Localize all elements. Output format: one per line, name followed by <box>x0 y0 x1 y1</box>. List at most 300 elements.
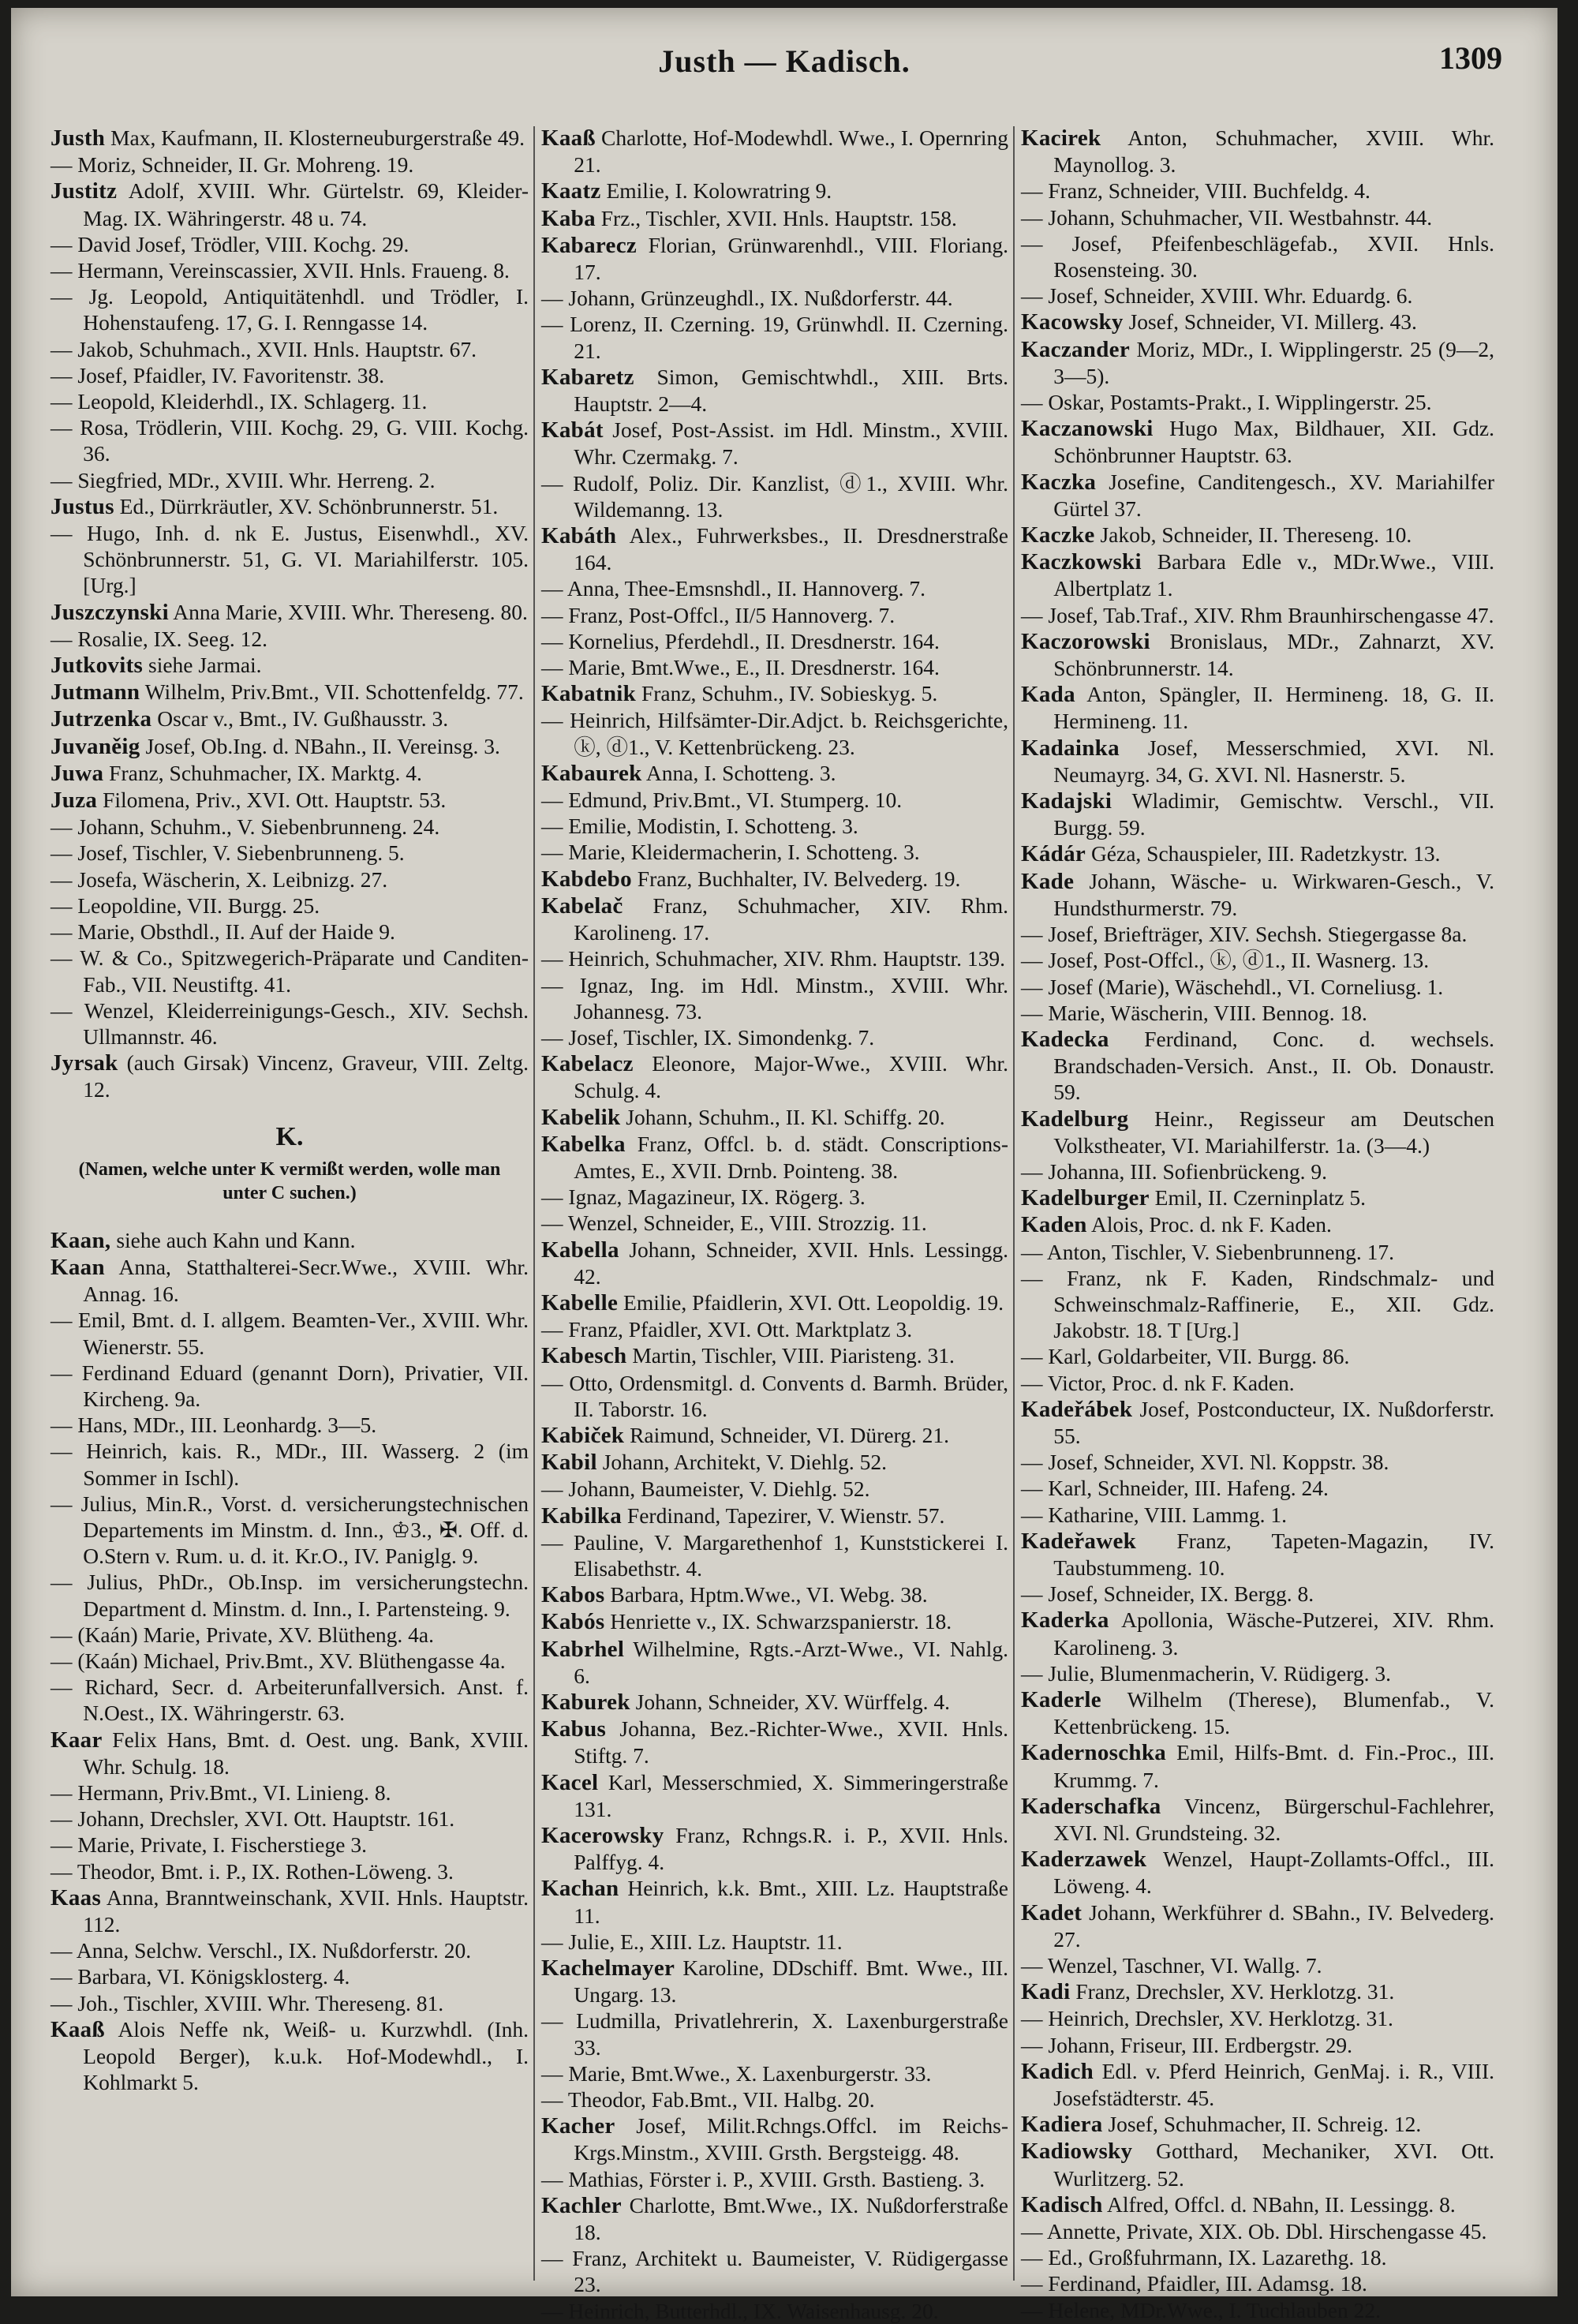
entry-surname: Kaczkowski <box>1021 549 1142 575</box>
directory-entry <box>50 1727 529 1779</box>
entry-surname: Kadecka <box>1021 1026 1109 1052</box>
directory-entry <box>1021 1581 1494 1607</box>
directory-entry <box>541 1529 1008 1581</box>
entry-details: — Leopoldine, VII. Burgg. 25. <box>50 893 320 918</box>
entry-details: — Ferdinand Eduard (genannt Dorn), Privatier, VII. Kircheng. 9a. <box>50 1360 529 1411</box>
entry-details: Moriz, MDr., I. Wipplingerstr. 25 (9—2, 3—5). <box>1053 336 1494 388</box>
entry-surname: Kabella <box>541 1237 619 1263</box>
directory-entry <box>50 733 529 760</box>
directory-entry <box>541 839 1008 865</box>
directory-entry <box>1021 868 1494 921</box>
entry-details: Anna, I. Schotteng. 3. <box>645 760 836 785</box>
directory-entry <box>1021 283 1494 309</box>
entry-details: Franz, Buchhalter, IV. Belvederg. 19. <box>637 866 961 891</box>
entry-details: Ed., Dürrkräutler, XV. Schönbrunnerstr. 51. <box>119 493 499 518</box>
entry-details: — Julius, PhDr., Ob.Insp. im versicherungstechn. Department d. Minstm. d. Inn., I. Partensteing. 9. <box>50 1570 529 1621</box>
directory-page <box>11 8 1557 2323</box>
entry-surname: Kabelle <box>541 1289 619 1315</box>
directory-entry <box>541 813 1008 839</box>
directory-entry <box>1021 1211 1494 1238</box>
entry-details: — Kornelius, Pferdehdl., II. Dresdnerstr. 164. <box>541 628 940 653</box>
entry-details: Johanna, Bez.-Richter-Wwe., XVII. Hnls. Stiftg. 7. <box>574 1716 1008 1768</box>
entry-details: Emil, II. Czerninplatz 5. <box>1154 1185 1366 1211</box>
entry-surname: Kaderka <box>1021 1607 1109 1634</box>
entry-surname: Jyrsak <box>50 1050 118 1076</box>
entry-surname: Kadi <box>1021 1979 1071 2005</box>
entry-surname: Kaaß <box>541 125 596 151</box>
directory-entry <box>1021 735 1494 788</box>
entry-details: — Heinrich, Drechsler, XV. Herklotzg. 31. <box>1021 2006 1393 2031</box>
entry-details: Alfred, Offcl. d. NBahn, II. Lessingg. 8. <box>1107 2191 1456 2217</box>
entry-details: — Wenzel, Taschner, VI. Wallg. 7. <box>1021 1953 1322 1978</box>
entry-details: Adolf, XVIII. Whr. Gürtelstr. 69, Kleider-Mag. IX. Währingerstr. 48 u. 74. <box>83 178 529 230</box>
entry-details: — Wenzel, Schneider, E., VIII. Strozzig. 11. <box>541 1211 927 1236</box>
entry-details: — Anna, Selchw. Verschl., IX. Nußdorferstr. 20. <box>50 1938 472 1963</box>
entry-details: — Franz, nk F. Kaden, Rindschmalz- und Schweinschmalz-Raffinerie, E., XII. Gdz. Jakobstr. 18. T [Urg.] <box>1021 1265 1494 1343</box>
entry-surname: Kadeřábek <box>1021 1396 1133 1422</box>
directory-entry <box>541 1716 1008 1768</box>
entry-details: Barbara Edle v., MDr.Wwe., VIII. Albertplatz 1. <box>1053 549 1495 601</box>
directory-entry <box>541 125 1008 178</box>
entry-details: — Johanna, III. Sofienbrückeng. 9. <box>1021 1158 1327 1184</box>
directory-entry <box>1021 415 1494 468</box>
directory-entry <box>541 1024 1008 1050</box>
entry-surname: Kabáth <box>541 523 617 549</box>
entry-surname: Kabatnik <box>541 681 637 707</box>
directory-entry <box>1021 469 1494 522</box>
entry-details: Géza, Schauspieler, III. Radetzkystr. 13. <box>1090 841 1441 866</box>
entry-surname: Kaas <box>50 1884 102 1910</box>
entry-details: Emil, Hilfs-Bmt. d. Fin.-Proc., III. Krummg. 7. <box>1053 1740 1494 1792</box>
directory-entry <box>50 1227 529 1254</box>
entry-surname: Kadelburg <box>1021 1106 1129 1132</box>
entry-surname: Justh <box>50 125 106 151</box>
directory-entry <box>541 654 1008 680</box>
directory-entry <box>1021 1660 1494 1686</box>
entry-details: — Julie, Blumenmacherin, V. Rüdigerg. 3. <box>1021 1660 1391 1686</box>
entry-details: — Richard, Secr. d. Arbeiterunfallversich. Anst. f. N.Oest., IX. Währingerstr. 63. <box>50 1675 529 1726</box>
directory-entry <box>541 707 1008 759</box>
directory-entry <box>541 364 1008 417</box>
directory-entry <box>50 520 529 599</box>
directory-entry <box>541 1370 1008 1422</box>
directory-entry <box>541 1289 1008 1316</box>
entry-details: Hugo Max, Bildhauer, XII. Gdz. Schönbrunner Hauptstr. 63. <box>1053 416 1494 468</box>
entry-details: Franz, Drechsler, XV. Herklotzg. 31. <box>1075 1979 1395 2004</box>
entry-details: Charlotte, Hof-Modewhdl. Wwe., I. Opernring 21. <box>574 125 1008 178</box>
entry-details: Emilie, Pfaidlerin, XVI. Ott. Leopoldig. 19. <box>623 1289 1004 1315</box>
entry-details: — Josef, Schneider, IX. Bergg. 8. <box>1021 1581 1314 1607</box>
directory-entry <box>50 1648 529 1674</box>
column-divider <box>1013 126 1015 2281</box>
entry-details: — Pauline, V. Margarethenhof 1, Kunststickerei I. Elisabethstr. 4. <box>541 1529 1008 1581</box>
directory-entry <box>541 1210 1008 1236</box>
directory-entry <box>1021 2218 1494 2244</box>
directory-entry <box>541 1608 1008 1635</box>
entry-surname: Kaczorowski <box>1021 628 1150 654</box>
directory-entry <box>50 787 529 814</box>
page-number: 1309 <box>1439 40 1502 76</box>
entry-details: Franz, Schuhm., IV. Sobieskyg. 5. <box>641 681 938 706</box>
entry-details: Anton, Schuhmacher, XVIII. Whr. Maynollog. 3. <box>1053 125 1495 178</box>
directory-entry <box>1021 1184 1494 1211</box>
entry-surname: Kacowsky <box>1021 309 1124 335</box>
directory-entry <box>50 414 529 466</box>
entry-details: Wilhelm, Priv.Bmt., VII. Schottenfeldg. 77. <box>144 679 524 705</box>
directory-entry <box>541 2086 1008 2113</box>
directory-entry <box>1021 2138 1494 2191</box>
entry-details: Franz, Rchngs.R. i. P., XVII. Hnls. Palffyg. 4. <box>574 1823 1008 1875</box>
directory-entry <box>1021 1343 1494 1369</box>
entry-details: — (Kaán) Michael, Priv.Bmt., XV. Blüthengasse 4a. <box>50 1648 506 1673</box>
entry-details: Oscar v., Bmt., IV. Gußhausstr. 3. <box>157 706 449 732</box>
entry-details: Johann, Schuhm., II. Kl. Schiffg. 20. <box>626 1104 945 1129</box>
entry-details: — Rosa, Trödlerin, VIII. Kochg. 29, G. VIII. Kochg. 36. <box>50 415 529 466</box>
directory-entry <box>541 972 1008 1024</box>
directory-entry <box>1021 389 1494 415</box>
entry-details: Raimund, Schneider, VI. Dürerg. 21. <box>630 1422 950 1447</box>
directory-entry <box>50 1779 529 1806</box>
directory-entry <box>50 814 529 840</box>
entry-surname: Kaaß <box>50 2016 105 2042</box>
entry-details: Johann, Wäsche- u. Wirkwaren-Gesch., V. Hundsthurmerstr. 79. <box>1053 868 1494 920</box>
entry-details: — Johann, Grünzeughdl., IX. Nußdorferstr. 44. <box>541 286 953 311</box>
entry-details: Simon, Gemischtwhdl., XIII. Brts. Hauptstr. 2—4. <box>574 364 1008 417</box>
entry-surname: Kadiowsky <box>1021 2139 1133 2165</box>
entry-details: — Heinrich, kais. R., MDr., III. Wasserg. 2 (im Sommer in Ischl). <box>50 1439 529 1490</box>
directory-entry <box>541 1636 1008 1689</box>
directory-entry <box>541 1449 1008 1476</box>
entry-details: Eleonore, Major-Wwe., XVIII. Whr. Schulg. 4. <box>574 1051 1009 1103</box>
entry-details: — Marie, Kleidermacherin, I. Schotteng. 3. <box>541 840 920 865</box>
directory-entry <box>1021 1952 1494 1978</box>
directory-entry <box>1021 548 1494 601</box>
entry-surname: Kacel <box>541 1769 599 1795</box>
entry-details: — Marie, Bmt.Wwe., E., II. Dresdnerstr. 164. <box>541 655 940 680</box>
directory-entry <box>1021 1370 1494 1396</box>
entry-list <box>50 1227 529 2096</box>
entry-details: Edl. v. Pferd Heinrich, GenMaj. i. R., VIII. Josefstädterstr. 45. <box>1053 2058 1494 2111</box>
entry-details: Wenzel, Haupt-Zollamts-Offcl., III. Löweng. 4. <box>1053 1847 1494 1899</box>
directory-entry <box>50 866 529 893</box>
entry-details: — Katharine, VIII. Lammg. 1. <box>1021 1502 1288 1527</box>
entry-list <box>50 125 529 1103</box>
entry-details: — Otto, Ordensmitgl. d. Convents d. Barmh. Brüder, II. Taborstr. 16. <box>541 1370 1008 1421</box>
directory-entry <box>1021 602 1494 628</box>
entry-surname: Kadernoschka <box>1021 1740 1167 1766</box>
entry-details: — Ferdinand, Pfaidler, III. Adamsg. 18. <box>1021 2271 1367 2296</box>
directory-entry <box>1021 2111 1494 2138</box>
directory-entry <box>1021 1502 1494 1528</box>
entry-details: Ferdinand, Tapezirer, V. Wienstr. 57. <box>626 1503 945 1528</box>
directory-entry <box>50 283 529 335</box>
directory-entry <box>541 1769 1008 1822</box>
directory-entry <box>50 652 529 679</box>
entry-surname: Juwa <box>50 760 104 786</box>
entry-surname: Kabus <box>541 1716 607 1742</box>
entry-details: — Edmund, Priv.Bmt., VI. Stumperg. 10. <box>541 788 903 813</box>
entry-details: — Jakob, Schuhmach., XVII. Hnls. Hauptstr. 67. <box>50 336 477 361</box>
entry-details: — Josef, Pfeifenbeschlägefab., XVII. Hnls. Rosensteing. 30. <box>1021 230 1494 283</box>
entry-surname: Kade <box>1021 868 1075 894</box>
directory-entry <box>1021 681 1494 734</box>
directory-entry <box>50 1832 529 1858</box>
entry-surname: Kabesch <box>541 1343 627 1369</box>
directory-entry <box>541 2166 1008 2192</box>
entry-surname: Kadeřawek <box>1021 1528 1137 1554</box>
directory-entry <box>50 178 529 230</box>
entry-surname: Kaczanowski <box>1021 416 1154 442</box>
directory-entry <box>541 2192 1008 2245</box>
directory-entry <box>541 2245 1008 2297</box>
entry-details: — Siegfried, MDr., XVIII. Whr. Herreng. 2. <box>50 467 436 492</box>
entry-details: Josef, Schneider, VI. Millerg. 43. <box>1128 309 1417 335</box>
directory-entry <box>50 257 529 283</box>
entry-details: — Barbara, VI. Königsklosterg. 4. <box>50 1964 350 1989</box>
entry-surname: Kabarecz <box>541 232 638 258</box>
directory-entry <box>50 919 529 945</box>
directory-entry <box>1021 125 1494 178</box>
directory-entry <box>1021 1607 1494 1660</box>
directory-entry <box>541 1503 1008 1529</box>
column-divider <box>533 126 535 2281</box>
entry-details: — Ignaz, Ing. im Hdl. Minstm., XVIII. Whr. Johannesg. 73. <box>541 972 1008 1024</box>
directory-entry <box>50 336 529 362</box>
directory-entry <box>50 945 529 997</box>
directory-entry <box>50 1412 529 1438</box>
entry-details: Bronislaus, MDr., Zahnarzt, XV. Schönbrunnerstr. 14. <box>1053 628 1495 681</box>
entry-details: — Josef, Schneider, XVIII. Whr. Eduardg. 6. <box>1021 283 1413 309</box>
entry-details: Josef, Postconducteur, IX. Nußdorferstr. 55. <box>1053 1396 1494 1448</box>
entry-details: Apollonia, Wäsche-Putzerei, XIV. Rhm. Karolineng. 3. <box>1053 1607 1494 1660</box>
entry-details: — Rosalie, IX. Seeg. 12. <box>50 626 267 651</box>
entry-surname: Justitz <box>50 178 118 204</box>
directory-entry <box>50 1360 529 1412</box>
entry-surname: Kaczka <box>1021 469 1097 495</box>
directory-entry <box>541 1131 1008 1184</box>
entry-details: Johann, Schneider, XVII. Hnls. Lessingg. 42. <box>574 1237 1008 1289</box>
entry-surname: Kaden <box>1021 1212 1087 1238</box>
entry-details: — Karl, Schneider, III. Hafeng. 24. <box>1021 1476 1329 1501</box>
entry-surname: Kabelacz <box>541 1051 634 1077</box>
entry-details: Gotthard, Mechaniker, XVI. Ott. Wurlitzerg. 52. <box>1053 2139 1494 2191</box>
entry-details: Max, Kaufmann, II. Klosterneuburgerstraße 49. <box>110 125 525 150</box>
directory-entry <box>541 2060 1008 2086</box>
directory-entry <box>1021 2032 1494 2058</box>
directory-entry <box>1021 1846 1494 1899</box>
directory-entry <box>541 2298 1008 2324</box>
entry-details: Josef, Messerschmied, XVI. Nl. Neumayrg. 34, G. XVI. Nl. Hasnerstr. 5. <box>1053 735 1494 787</box>
entry-details: — Anna, Thee-Emsnshdl., II. Hannoverg. 7. <box>541 576 926 601</box>
directory-entry <box>1021 1239 1494 1265</box>
entry-details: — Moriz, Schneider, II. Gr. Mohreng. 19. <box>50 152 414 178</box>
entry-details: — Hermann, Priv.Bmt., VI. Linieng. 8. <box>50 1779 391 1805</box>
entry-details: Ferdinand, Conc. d. wechsels. Brandschaden-Versich. Anst., II. Ob. Donaustr. 59. <box>1053 1026 1494 1105</box>
entry-surname: Kaburek <box>541 1689 630 1715</box>
directory-entry <box>541 205 1008 232</box>
entry-surname: Kadelburger <box>1021 1185 1150 1211</box>
directory-entry <box>1021 336 1494 389</box>
entry-details: — Josef, Tischler, IX. Simondenkg. 7. <box>541 1024 875 1050</box>
directory-entry <box>1021 2270 1494 2296</box>
entry-details: Johann, Schneider, XV. Würffelg. 4. <box>635 1689 950 1714</box>
directory-entry <box>541 575 1008 601</box>
entry-details: — Hermann, Vereinscassier, XVII. Hnls. Fraueng. 8. <box>50 258 510 283</box>
directory-entry <box>1021 1899 1494 1952</box>
entry-details: — Marie, Private, I. Fischerstiege 3. <box>50 1832 367 1858</box>
entry-details: — Hans, MDr., III. Leonhardg. 3—5. <box>50 1413 377 1438</box>
entry-details: — David Josef, Trödler, VIII. Kochg. 29. <box>50 231 409 256</box>
entry-surname: Kaczke <box>1021 522 1095 548</box>
entry-details: — Franz, Post-Offcl., II/5 Hannoverg. 7. <box>541 602 896 627</box>
column-3 <box>1021 125 1494 2323</box>
entry-surname: Juszczynski <box>50 599 169 625</box>
entry-details: — Julius, Min.R., Vorst. d. versicherungstechnischen Departements im Minstm. d. Inn., ♔3., ✠. Off. d. O.Stern v. Rum. u. d. it. Kr.O., IV. Paniglg. 9. <box>50 1491 529 1569</box>
entry-details: — Helene, MDr.Wwe., I. Tuchlauben 22. <box>1021 2297 1381 2322</box>
directory-entry <box>541 1050 1008 1103</box>
entry-surname: Kabilka <box>541 1503 623 1529</box>
entry-details: (auch Girsak) Vincenz, Graveur, VIII. Zeltg. 12. <box>83 1050 529 1102</box>
directory-entry <box>541 1822 1008 1875</box>
entry-surname: Kabaretz <box>541 364 634 390</box>
entry-surname: Kaba <box>541 205 596 231</box>
directory-entry <box>1021 2244 1494 2270</box>
directory-entry <box>50 1884 529 1937</box>
entry-details: — Johann, Drechsler, XVI. Ott. Hauptstr. 161. <box>50 1806 455 1832</box>
directory-entry <box>1021 1449 1494 1475</box>
entry-details: — Ignaz, Magazineur, IX. Rögerg. 3. <box>541 1184 866 1210</box>
entry-details: — Marie, Wäscherin, VIII. Bennog. 18. <box>1021 1000 1367 1025</box>
directory-entry <box>541 1581 1008 1608</box>
directory-entry <box>50 388 529 414</box>
entry-details: — Emil, Bmt. d. I. allgem. Beamten-Ver., XVIII. Whr. Wienerstr. 55. <box>50 1308 529 1359</box>
entry-surname: Kaczander <box>1021 336 1131 362</box>
directory-entry <box>1021 2005 1494 2031</box>
directory-entry <box>541 602 1008 628</box>
directory-entry <box>1021 974 1494 1000</box>
directory-entry <box>541 893 1008 945</box>
entry-surname: Kabdebo <box>541 866 632 892</box>
directory-entry <box>50 840 529 866</box>
directory-entry <box>50 997 529 1050</box>
directory-entry <box>1021 1793 1494 1846</box>
entry-surname: Kadich <box>1021 2058 1094 2084</box>
directory-entry <box>50 231 529 257</box>
entry-details: — Johann, Baumeister, V. Diehlg. 52. <box>541 1476 870 1502</box>
entry-details: — Wenzel, Kleiderreinigungs-Gesch., XIV. Sechsh. Ullmannstr. 46. <box>50 997 529 1049</box>
entry-details: — Johann, Schuhmacher, VII. Westbahnstr. 44. <box>1021 204 1433 230</box>
entry-surname: Kabelka <box>541 1131 626 1157</box>
entry-surname: Kabelač <box>541 893 623 919</box>
entry-details: Johann, Architekt, V. Diehlg. 52. <box>602 1450 887 1475</box>
entry-details: — Johann, Friseur, III. Erdbergstr. 29. <box>1021 2032 1352 2057</box>
directory-entry <box>50 1622 529 1648</box>
directory-entry <box>50 1963 529 1989</box>
entry-details: — Johann, Schuhm., V. Siebenbrunneng. 24. <box>50 814 440 840</box>
entry-surname: Kadiera <box>1021 2112 1103 2138</box>
directory-entry <box>50 705 529 732</box>
directory-entry <box>50 626 529 652</box>
directory-entry <box>1021 921 1494 947</box>
entry-details: — Theodor, Fab.Bmt., VII. Halbg. 20. <box>541 2087 875 2113</box>
entry-details: — Josef, Tab.Traf., XIV. Rhm Braunhirschengasse 47. <box>1021 602 1494 627</box>
entry-details: Jakob, Schneider, II. Thereseng. 10. <box>1100 522 1412 548</box>
entry-surname: Kabelik <box>541 1104 621 1130</box>
directory-entry <box>50 2016 529 2096</box>
entry-details: Vincenz, Bürgerschul-Fachlehrer, XVI. Nl. Grundsteing. 32. <box>1053 1793 1494 1845</box>
entry-details: — Franz, Architekt u. Baumeister, V. Rüdigergasse 23. <box>541 2246 1008 2297</box>
entry-surname: Jutrzenka <box>50 706 152 732</box>
entry-surname: Kaan <box>50 1254 105 1280</box>
entry-details: Barbara, Hptm.Wwe., VI. Webg. 38. <box>610 1582 928 1607</box>
directory-entry <box>1021 2058 1494 2111</box>
directory-entry <box>541 232 1008 285</box>
column-2 <box>541 125 1008 2324</box>
entry-surname: Juza <box>50 788 98 814</box>
entry-surname: Kadisch <box>1021 2191 1103 2217</box>
entry-details: — Oskar, Postamts-Prakt., I. Wipplingerstr. 25. <box>1021 390 1432 415</box>
directory-entry <box>541 1316 1008 1342</box>
directory-entry <box>1021 1739 1494 1792</box>
directory-entry <box>1021 1106 1494 1158</box>
entry-details: — Lorenz, II. Czerning. 19, Grünwhdl. II. Czerning. 21. <box>541 312 1008 363</box>
entry-surname: Kachler <box>541 2192 622 2218</box>
entry-details: — Josef, Post-Offcl., ⓚ, ⓓ1., II. Wasnerg. 13. <box>1021 948 1430 973</box>
directory-entry <box>50 1307 529 1359</box>
entry-details: — Julie, E., XIII. Lz. Hauptstr. 11. <box>541 1929 843 1954</box>
section-letter: K. <box>275 1121 304 1151</box>
entry-surname: Kachelmayer <box>541 1955 675 1982</box>
entry-details: Alex., Fuhrwerksbes., II. Dresdnerstraße 164. <box>574 523 1008 575</box>
directory-entry <box>1021 1000 1494 1026</box>
entry-details: — Ludmilla, Privatlehrerin, X. Laxenburgerstraße 33. <box>541 2008 1008 2060</box>
entry-details: Karl, Messerschmied, X. Simmeringerstraße 131. <box>574 1769 1008 1821</box>
entry-surname: Kacerowsky <box>541 1823 664 1848</box>
entry-details: — Anton, Tischler, V. Siebenbrunneng. 17. <box>1021 1239 1395 1264</box>
directory-entry <box>541 470 1008 522</box>
directory-entry <box>541 680 1008 707</box>
entry-details: Josefine, Canditengesch., XV. Mariahilfer Gürtel 37. <box>1053 469 1494 521</box>
directory-entry <box>50 1491 529 1570</box>
directory-entry <box>50 1050 529 1102</box>
directory-entry <box>50 1990 529 2016</box>
entry-surname: Kaar <box>50 1727 103 1753</box>
entry-surname: Kadainka <box>1021 735 1120 761</box>
entry-surname: Kaan, <box>50 1227 111 1253</box>
directory-entry <box>1021 522 1494 548</box>
entry-details: — Karl, Goldarbeiter, VII. Burgg. 86. <box>1021 1344 1350 1369</box>
entry-details: Anna, Branntweinschank, XVII. Hnls. Hauptstr. 112. <box>83 1884 529 1937</box>
entry-details: Anton, Spängler, II. Hermineng. 18, G. II. Hermineng. 11. <box>1053 682 1495 734</box>
entry-surname: Juvaněig <box>50 733 140 759</box>
entry-details: Josef, Post-Assist. im Hdl. Minstm., XVIII. Whr. Czermakg. 7. <box>574 417 1009 470</box>
directory-entry <box>1021 1265 1494 1344</box>
entry-details: — Josef (Marie), Wäschehdl., VI. Corneliusg. 1. <box>1021 974 1444 999</box>
entry-details: — Heinrich, Schuhmacher, XIV. Rhm. Hauptstr. 139. <box>541 946 1006 971</box>
entry-surname: Kabós <box>541 1609 605 1635</box>
directory-entry <box>50 362 529 388</box>
directory-entry <box>541 285 1008 311</box>
entry-details: — Heinrich, Hilfsämter-Dir.Adjct. b. Reichsgerichte, ⓚ, ⓓ1., V. Kettenbrückeng. 23. <box>541 708 1008 759</box>
entry-details: Alois Neffe nk, Weiß- u. Kurzwhdl. (Inh. Leopold Berger), k.u.k. Hof-Modewhdl., I. Kohlmarkt 5. <box>83 2016 529 2095</box>
directory-entry <box>50 1438 529 1490</box>
directory-entry <box>50 679 529 705</box>
directory-entry <box>1021 1475 1494 1501</box>
entry-surname: Justus <box>50 493 114 519</box>
entry-details: — Leopold, Kleiderhdl., IX. Schlagerg. 11. <box>50 389 428 414</box>
entry-details: — Josef, Schneider, XVI. Nl. Koppstr. 38. <box>1021 1450 1389 1475</box>
entry-details: — (Kaán) Marie, Private, XV. Blütheng. 4a. <box>50 1622 434 1647</box>
